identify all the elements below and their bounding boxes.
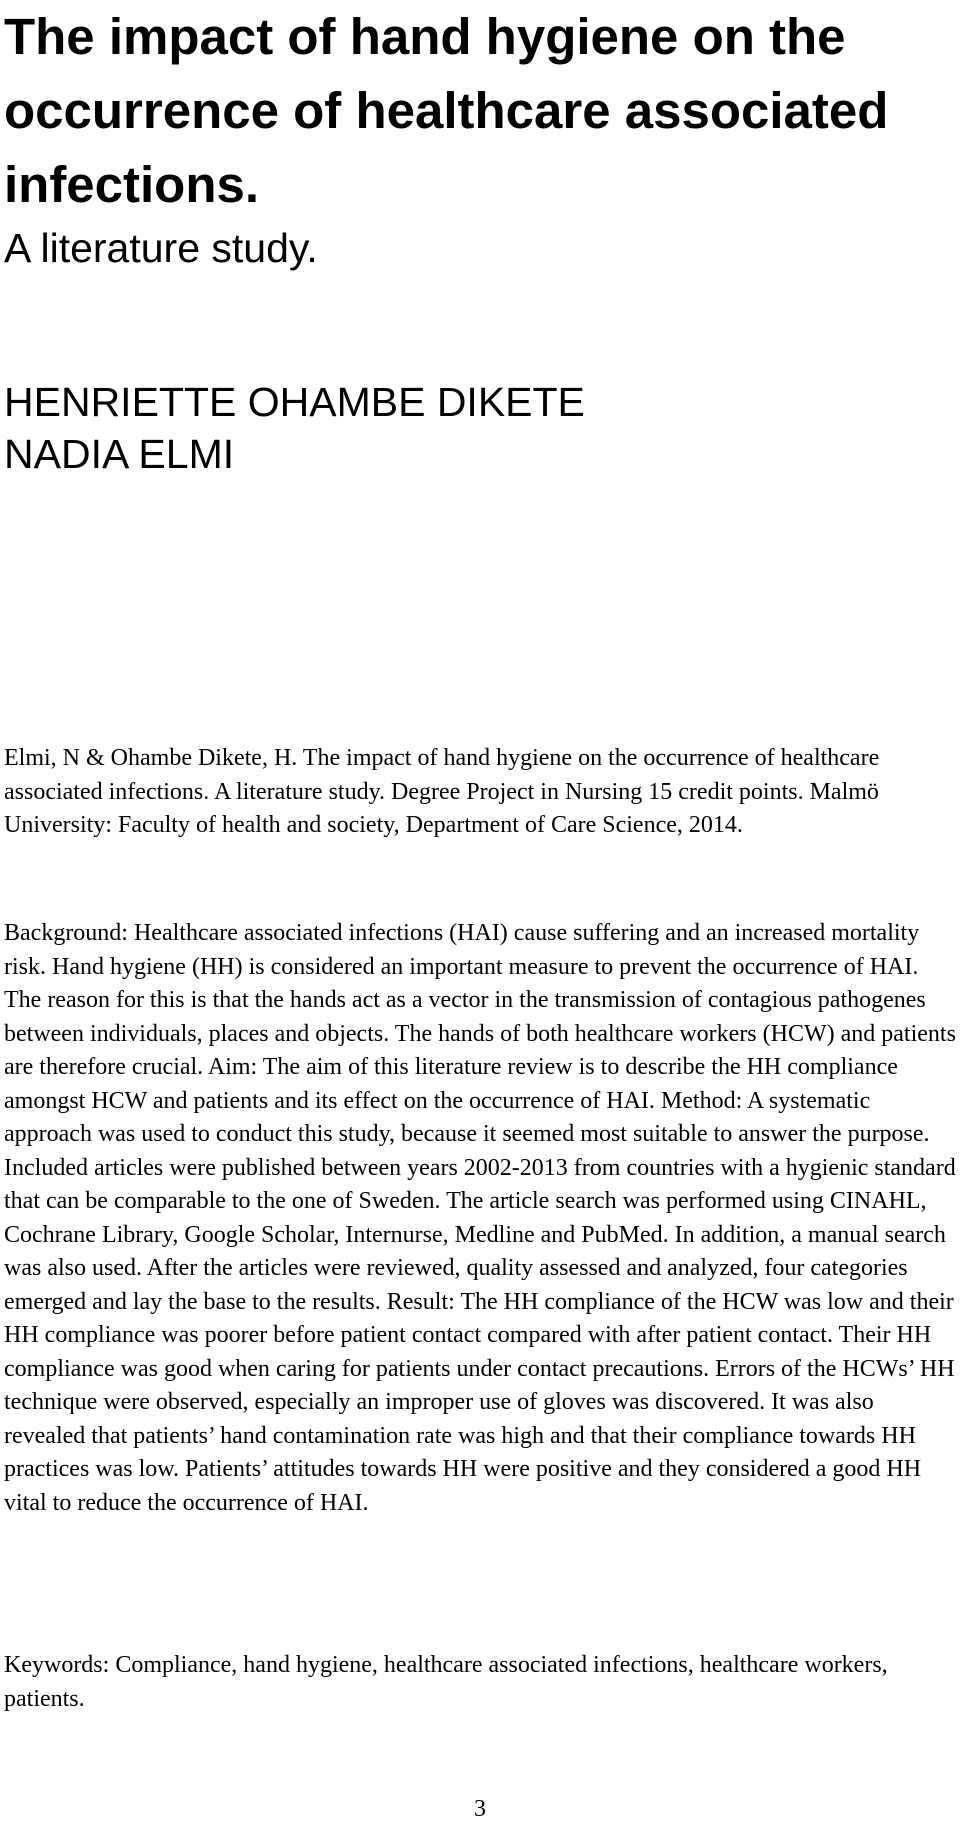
keywords-paragraph: Keywords: Compliance, hand hygiene, healthcare associated infections, healthcare workers, patients. (4, 1652, 888, 1712)
page-number: 3 (474, 1796, 486, 1822)
document-subtitle: A literature study. (4, 225, 318, 271)
author-name: HENRIETTE OHAMBE DIKETE (4, 379, 585, 425)
author-name: NADIA ELMI (4, 431, 235, 477)
citation-paragraph: Elmi, N & Ohambe Dikete, H. The impact of hand hygiene on the occurrence of healthcare associated infections. A literature study. Degree Project in Nursing 15 credit points. Malmö University: Faculty of health and society, Department of Care Science, 2014. (4, 745, 880, 838)
abstract-paragraph: Background: Healthcare associated infections (HAI) cause suffering and an increased mortality risk. Hand hygiene (HH) is considered an important measure to prevent the occurrence of HAI. The reason for this is that the hands act as a vector in the transmission of contagious pathogenes between individuals, places and objects. The hands of both healthcare workers (HCW) and patients are therefore crucial. Aim: The aim of this literature review is to describe the HH compliance amongst HCW and patients and its effect on the occurrence of HAI. Method: A systematic approach was used to conduct this study, because it seemed most suitable to answer the purpose. Included articles were published between years 2002-2013 from countries with a hygienic standard that can be comparable to the one of Sweden. The article search was performed using CINAHL, Cochrane Library, Google Scholar, Internurse, Medline and PubMed. In addition, a manual search was also used. After the articles were reviewed, quality assessed and analyzed, four categories emerged and lay the base to the results. Result: The HH compliance of the HCW was low and their HH compliance was poorer before patient contact compared with after patient contact. Their HH compliance was good when caring for patients under contact precautions. Errors of the HCWs’ HH technique were observed, especially an improper use of gloves was discovered. It was also revealed that patients’ hand contamination rate was high and that their compliance towards HH practices was low. Patients’ attitudes towards HH were positive and they considered a good HH vital to reduce the occurrence of HAI. (4, 920, 956, 1516)
author-list (4, 376, 585, 480)
document-title: The impact of hand hygiene on the occurrence of healthcare associated infections. (4, 8, 889, 213)
